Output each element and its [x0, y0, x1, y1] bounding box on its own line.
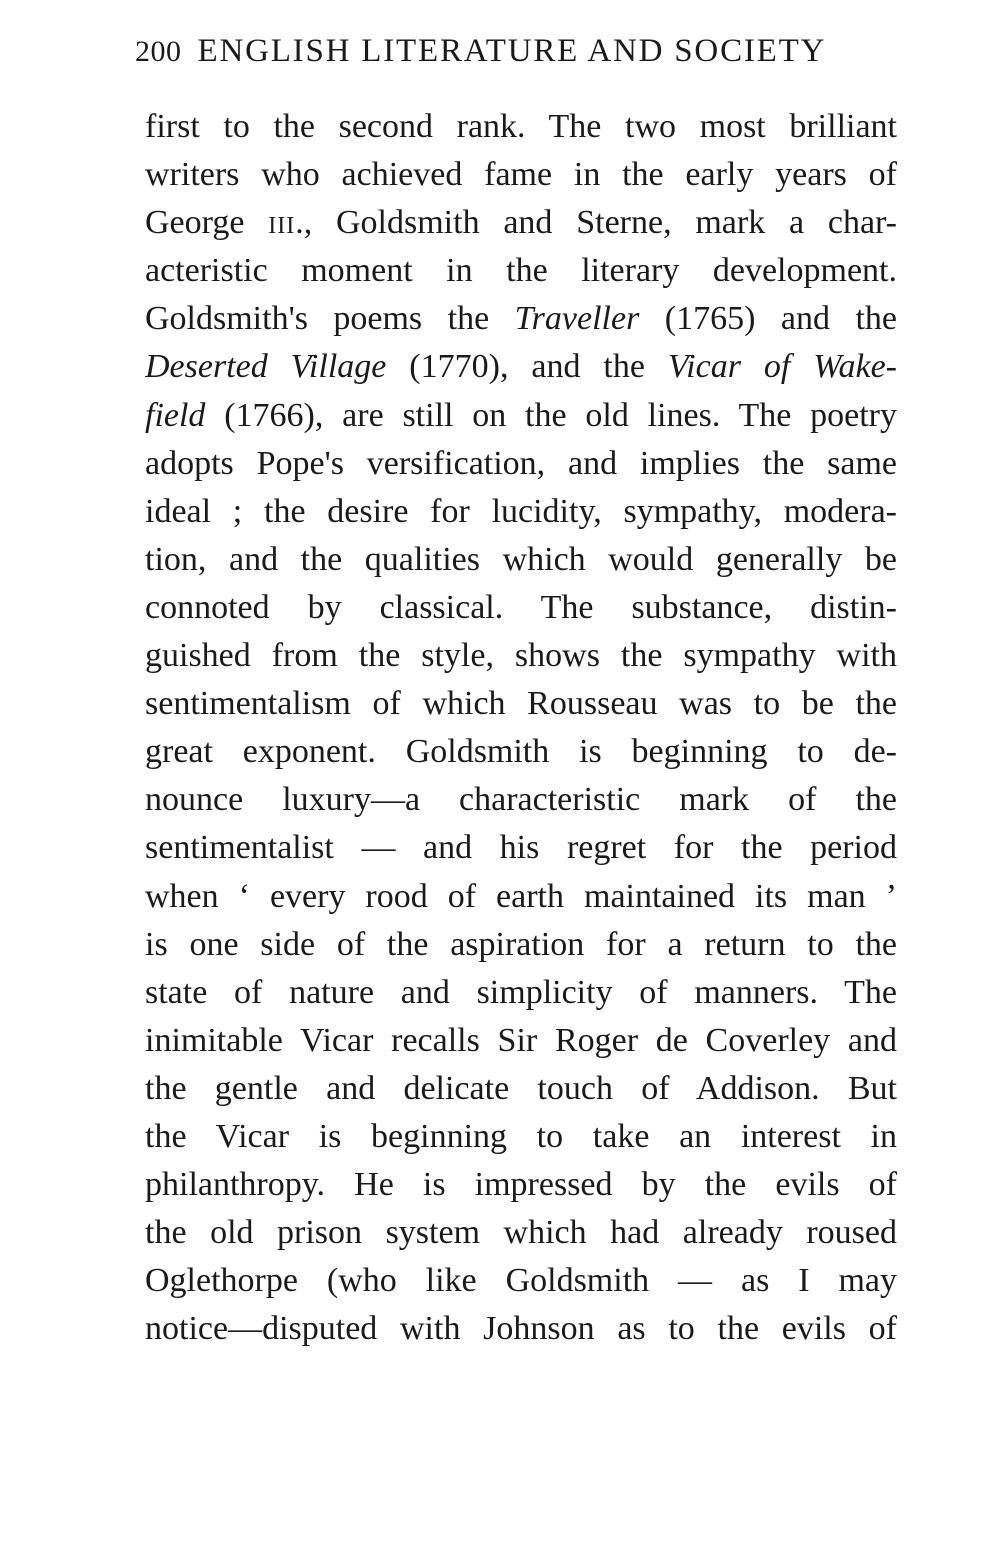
text-segment: guished from the style, shows the sympathy with — [145, 637, 897, 675]
text-line — [145, 392, 897, 440]
text-line — [145, 1065, 897, 1113]
text-segment: Goldsmith's poems the — [145, 300, 515, 338]
text-segment: acteristic moment in the literary development. — [145, 252, 897, 290]
text-segment: George — [145, 204, 269, 242]
text-segment: great exponent. Goldsmith is beginning to de- — [145, 733, 897, 771]
text-segment: writers who achieved fame in the early years of — [145, 156, 897, 194]
italic-title: Deserted Village — [145, 348, 387, 386]
text-segment: the Vicar is beginning to take an interest in — [145, 1117, 897, 1155]
text-segment: tion, and the qualities which would generally be — [145, 540, 897, 578]
text-segment: is one side of the aspiration for a return to the — [145, 925, 897, 963]
text-line — [145, 824, 897, 872]
text-line — [145, 1113, 897, 1161]
text-segment: the old prison system which had already roused — [145, 1214, 897, 1252]
italic-title: Traveller — [514, 300, 640, 338]
running-title: ENGLISH LITERATURE AND SOCIETY — [197, 33, 827, 69]
text-segment: sentimentalist — and his regret for the period — [145, 829, 897, 867]
text-line — [145, 151, 897, 199]
italic-title: Vicar of Wake- — [667, 348, 897, 386]
text-segment: Oglethorpe (who like Goldsmith — as I may — [145, 1262, 897, 1300]
text-segment: the gentle and delicate touch of Addison. But — [145, 1069, 897, 1107]
text-line — [145, 1257, 897, 1305]
regnal-numeral: III — [268, 213, 296, 240]
text-segment: notice—disputed with Johnson as to the evils of — [145, 1310, 897, 1348]
text-line — [145, 969, 897, 1017]
text-line — [145, 1161, 897, 1209]
text-line — [145, 584, 897, 632]
text-segment: (1770), and the — [386, 348, 668, 386]
text-line — [145, 103, 897, 151]
page-number: 200 — [135, 35, 182, 68]
text-segment: sentimentalism of which Rousseau was to be the — [145, 685, 897, 723]
text-segment: adopts Pope's versification, and implies the same — [145, 444, 897, 482]
text-line — [145, 440, 897, 488]
text-line — [145, 488, 897, 536]
text-line — [145, 776, 897, 824]
text-line — [145, 873, 897, 921]
italic-title: field — [145, 396, 206, 434]
text-segment: (1766), are still on the old lines. The poetry — [205, 396, 897, 434]
text-segment: ., Goldsmith and Sterne, mark a char- — [295, 204, 897, 242]
text-segment: connoted by classical. The substance, distin- — [145, 588, 897, 626]
running-head — [135, 33, 895, 83]
body-text — [145, 103, 897, 1353]
text-line — [145, 680, 897, 728]
text-line — [145, 295, 897, 343]
text-line — [145, 199, 897, 247]
text-line — [145, 247, 897, 295]
text-line — [145, 343, 897, 391]
text-segment: first to the second rank. The two most brilliant — [145, 108, 897, 145]
text-segment: philanthropy. He is impressed by the evils of — [145, 1166, 897, 1204]
text-segment: state of nature and simplicity of manners. The — [145, 973, 897, 1011]
text-line — [145, 1017, 897, 1065]
text-segment: inimitable Vicar recalls Sir Roger de Coverley and — [145, 1021, 897, 1059]
text-line — [145, 728, 897, 776]
text-segment: ideal ; the desire for lucidity, sympathy, modera- — [145, 492, 897, 530]
text-line — [145, 632, 897, 680]
text-line — [145, 536, 897, 584]
text-segment: when ‘ every rood of earth maintained its man ’ — [145, 877, 897, 915]
text-line — [145, 921, 897, 969]
text-segment: nounce luxury—a characteristic mark of the — [145, 781, 897, 819]
text-line — [145, 1209, 897, 1257]
text-segment: (1765) and the — [639, 300, 897, 338]
text-line — [145, 1305, 897, 1353]
